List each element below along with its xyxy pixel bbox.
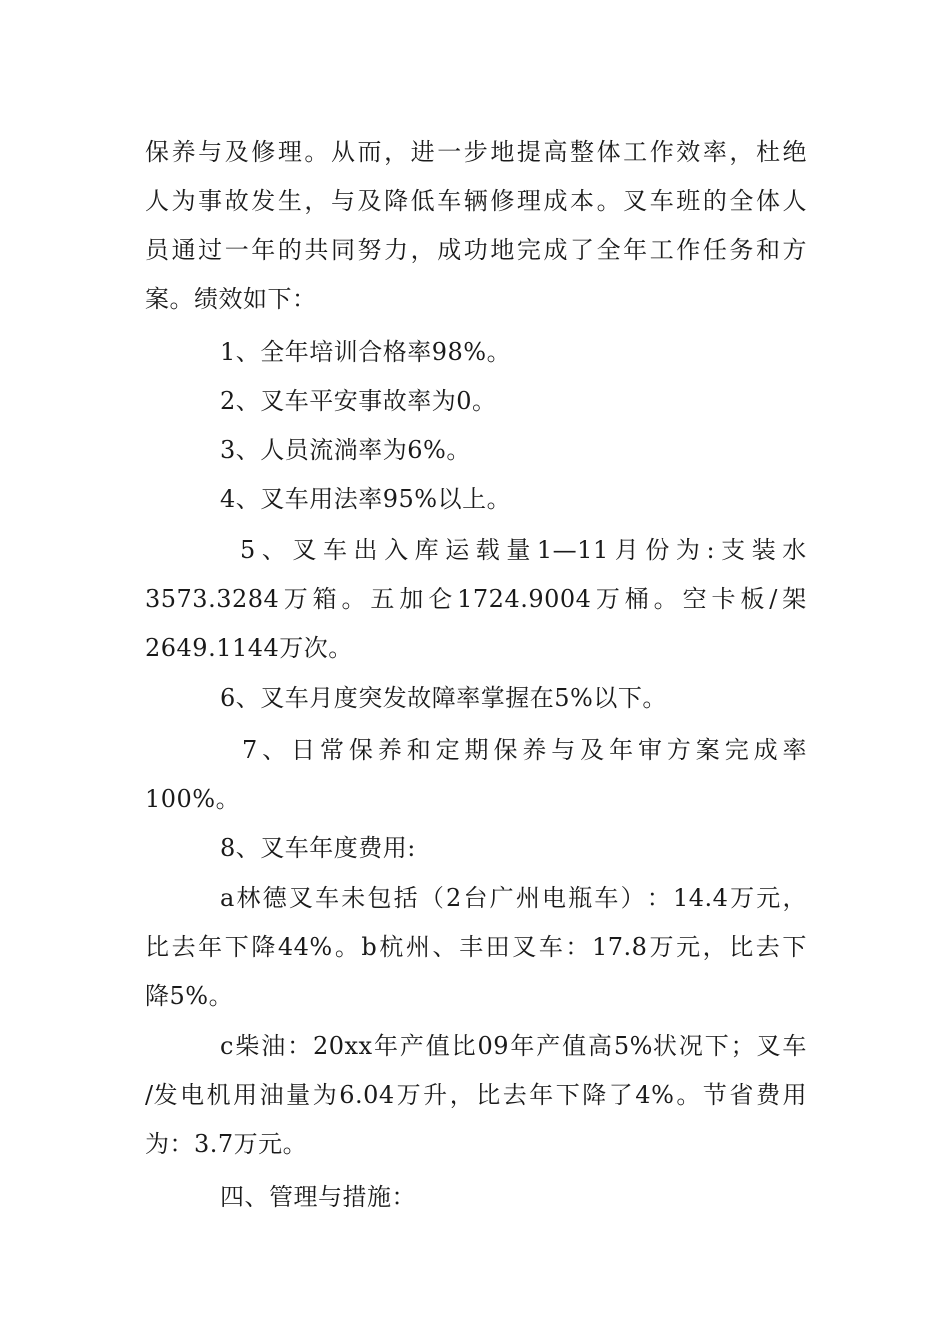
- text-token: /: [769, 585, 778, 613]
- text-token: 3573.3284: [145, 585, 280, 613]
- text-token: 下: [782, 933, 807, 961]
- text-token: 高: [543, 138, 568, 166]
- text-token: 人: [145, 187, 170, 215]
- text-token: 出: [353, 536, 379, 564]
- text-token: 共: [304, 236, 329, 264]
- text-token: 年: [529, 1081, 554, 1109]
- text-token: 杜: [755, 138, 781, 166]
- list-item-5-line2: [145, 582, 807, 616]
- text-token: 修: [251, 138, 276, 166]
- text-token: ，: [782, 884, 807, 912]
- item-8c-line2: [145, 1078, 807, 1112]
- text-token: 工: [623, 138, 648, 166]
- text-token: a: [220, 884, 235, 912]
- text-token: 况: [678, 1032, 704, 1060]
- text-token: 比: [476, 1081, 501, 1109]
- text-token: 州: [405, 933, 431, 961]
- text-token: 车: [782, 1032, 807, 1060]
- text-token: 杭: [379, 933, 404, 961]
- text-token: 量: [506, 536, 531, 564]
- text-token: （: [419, 884, 445, 912]
- text-token: 机: [206, 1081, 232, 1109]
- text-token: 整: [570, 138, 595, 166]
- text-token: 及: [580, 736, 605, 764]
- text-token: 省: [729, 1081, 754, 1109]
- text-token: 常: [320, 736, 345, 764]
- text-token: /发: [145, 1081, 179, 1109]
- text-token: 。: [653, 585, 679, 613]
- list-item-5-line1: [240, 533, 807, 567]
- list-item-3: 3、人员流淌率为6%。: [220, 436, 471, 464]
- text-token: 功: [463, 236, 489, 264]
- text-token: 成: [543, 236, 568, 264]
- text-token: 、: [262, 736, 287, 764]
- text-token: 油: [261, 1032, 286, 1060]
- text-token: 员: [145, 236, 170, 264]
- text-token: 44%: [277, 933, 333, 961]
- text-token: 全: [596, 236, 622, 264]
- text-token: 成: [753, 736, 779, 764]
- text-token: 电: [542, 884, 567, 912]
- text-token: 2: [446, 884, 462, 912]
- text-token: 及: [224, 138, 250, 166]
- text-token: 与: [551, 736, 576, 764]
- text-token: 叉: [512, 933, 537, 961]
- text-token: 未: [341, 884, 366, 912]
- text-token: 。: [596, 187, 622, 215]
- text-token: 养: [522, 736, 547, 764]
- text-token: 从: [330, 138, 356, 166]
- text-token: ，: [449, 1081, 475, 1109]
- text-token: 与: [198, 138, 223, 166]
- text-token: 理: [277, 138, 303, 166]
- text-token: 的: [702, 187, 728, 215]
- text-token: 去: [171, 933, 197, 961]
- text-token: 力: [384, 236, 409, 264]
- para1-line2: [145, 184, 807, 218]
- section-heading-4: 四、管理与措施：: [220, 1183, 416, 1211]
- text-token: 架: [782, 585, 807, 613]
- text-token: 降: [251, 933, 276, 961]
- list-item-2: 2、叉车平安事故率为0。: [220, 387, 497, 415]
- text-token: 装: [751, 536, 777, 564]
- list-item-7-line1: [242, 733, 807, 767]
- text-token: ：: [287, 1032, 312, 1060]
- text-token: 期: [464, 736, 490, 764]
- text-token: 和: [406, 736, 432, 764]
- text-token: 节: [702, 1081, 728, 1109]
- list-item-1: 1、全年培训合格率98%。: [220, 338, 512, 366]
- text-token: 叉: [756, 1032, 781, 1060]
- text-token: 与: [330, 187, 356, 215]
- text-token: 作: [649, 138, 675, 166]
- para1-line3: [145, 233, 807, 267]
- text-token: 用: [782, 1081, 807, 1109]
- text-token: 地: [490, 138, 515, 166]
- text-token: 保: [493, 736, 518, 764]
- text-token: 方: [782, 236, 807, 264]
- text-token: 下: [704, 1032, 730, 1060]
- text-token: 成: [543, 187, 568, 215]
- text-token: 德: [262, 884, 288, 912]
- para1-line4: 案。绩效如下：: [145, 285, 317, 313]
- text-token: 年: [623, 236, 648, 264]
- text-token: 保: [145, 138, 170, 166]
- text-token: 作: [676, 236, 701, 264]
- text-token: 完: [724, 736, 750, 764]
- text-token: 6.04: [339, 1081, 395, 1109]
- text-token: 。: [676, 1081, 701, 1109]
- text-token: ；: [730, 1032, 756, 1060]
- text-token: 田: [485, 933, 511, 961]
- text-token: 水: [782, 536, 807, 564]
- text-token: 高: [587, 1032, 613, 1060]
- text-token: 下: [224, 933, 250, 961]
- text-token: 定: [435, 736, 461, 764]
- text-token: 体: [596, 138, 622, 166]
- text-token: 班: [676, 187, 701, 215]
- text-token: ：: [565, 933, 590, 961]
- text-token: 养: [377, 736, 403, 764]
- text-token: 仑: [428, 585, 453, 613]
- text-token: 万: [283, 585, 309, 613]
- text-token: 工: [649, 236, 675, 264]
- text-token: 务: [729, 236, 754, 264]
- text-token: 升: [423, 1081, 448, 1109]
- text-token: 年: [251, 236, 276, 264]
- text-token: 一: [437, 138, 462, 166]
- text-token: 率: [782, 736, 807, 764]
- text-token: 去: [755, 933, 781, 961]
- text-token: 柴: [235, 1032, 260, 1060]
- text-token: 值: [562, 1032, 587, 1060]
- text-token: 车: [315, 884, 340, 912]
- text-token: 为: [312, 1081, 338, 1109]
- text-token: 。: [334, 933, 360, 961]
- text-token: 及: [357, 187, 382, 215]
- text-token: 产: [536, 1032, 561, 1060]
- text-token: 丰: [459, 933, 484, 961]
- text-token: 比: [729, 933, 754, 961]
- text-token: 瓶: [568, 884, 593, 912]
- text-token: 审: [637, 736, 663, 764]
- text-token: 5%状: [613, 1032, 678, 1060]
- text-token: 辆: [463, 187, 489, 215]
- text-token: 元: [676, 933, 701, 961]
- text-token: 括: [393, 884, 419, 912]
- text-token: 修: [490, 187, 515, 215]
- text-token: 车: [437, 187, 462, 215]
- text-token: 步: [463, 138, 489, 166]
- text-token: 值: [425, 1032, 451, 1060]
- text-token: 本: [570, 187, 595, 215]
- text-token: 广: [489, 884, 515, 912]
- text-token: 事: [198, 187, 223, 215]
- text-token: 完: [516, 236, 542, 264]
- text-token: 月: [614, 536, 640, 564]
- text-token: 比: [451, 1032, 477, 1060]
- text-token: 养: [171, 138, 197, 166]
- text-token: 案: [695, 736, 721, 764]
- list-item-4: 4、叉车用法率95%以上。: [220, 485, 512, 513]
- text-token: 库: [414, 536, 440, 564]
- text-token: 提: [516, 138, 542, 166]
- text-token: ，: [729, 138, 754, 166]
- text-token: 桶: [624, 585, 650, 613]
- text-token: 万: [649, 933, 674, 961]
- item-8a-line2: [145, 930, 807, 964]
- text-token: 用: [233, 1081, 258, 1109]
- text-token: 效: [676, 138, 701, 166]
- text-token: 费: [755, 1081, 781, 1109]
- text-token: 产: [399, 1032, 425, 1060]
- text-token: 一: [224, 236, 250, 264]
- item-8a-line1: [220, 881, 807, 915]
- text-token: 载: [475, 536, 501, 564]
- text-token: 运: [445, 536, 470, 564]
- text-token: 叉: [288, 884, 314, 912]
- text-token: 全: [729, 187, 754, 215]
- text-token: 努: [357, 236, 382, 264]
- text-token: 。: [341, 585, 367, 613]
- text-token: 车: [649, 187, 675, 215]
- text-token: 生: [277, 187, 303, 215]
- text-token: 人: [782, 187, 807, 215]
- item-8a-line3: 降5%。: [145, 982, 234, 1010]
- text-token: ，: [410, 236, 436, 264]
- text-token: 叉: [623, 187, 648, 215]
- text-token: 14.4: [672, 884, 729, 912]
- text-token: 任: [702, 236, 728, 264]
- text-token: 日: [291, 736, 316, 764]
- text-token: 4%: [635, 1081, 675, 1109]
- text-token: 故: [224, 187, 250, 215]
- text-token: 1724.9004: [457, 585, 592, 613]
- item-8c-line3: 为：3.7万元。: [145, 1130, 308, 1158]
- text-token: 地: [490, 236, 515, 264]
- text-token: 进: [410, 138, 436, 166]
- text-token: 理: [516, 187, 542, 215]
- text-token: :: [706, 536, 716, 564]
- text-token: 7: [242, 736, 258, 764]
- text-token: 台: [463, 884, 488, 912]
- list-item-5-line3: 2649.1144万次。: [145, 634, 353, 662]
- text-token: 为: [675, 536, 701, 564]
- text-token: 下: [555, 1081, 581, 1109]
- text-token: ，: [384, 138, 409, 166]
- list-item-8: 8、叉车年度费用:: [220, 834, 416, 862]
- text-token: 车: [594, 884, 619, 912]
- text-token: 降: [582, 1081, 607, 1109]
- text-token: 年: [198, 933, 223, 961]
- text-token: 20xx: [312, 1032, 373, 1060]
- text-token: 万: [730, 884, 755, 912]
- text-token: 万: [396, 1081, 422, 1109]
- text-token: 、: [261, 536, 287, 564]
- text-token: 了: [570, 236, 595, 264]
- text-token: 17.8: [591, 933, 648, 961]
- text-token: 过: [198, 236, 223, 264]
- text-token: 年: [609, 736, 634, 764]
- text-token: 率: [702, 138, 728, 166]
- text-token: 年: [373, 1032, 399, 1060]
- text-token: ）: [620, 884, 646, 912]
- text-token: 了: [608, 1081, 634, 1109]
- text-token: ，: [304, 187, 329, 215]
- para1-line1: [145, 135, 807, 169]
- text-token: ，: [702, 933, 728, 961]
- text-token: 加: [399, 585, 424, 613]
- text-token: 降: [384, 187, 409, 215]
- text-token: 州: [515, 884, 541, 912]
- text-token: 空: [682, 585, 708, 613]
- text-token: 发: [251, 187, 276, 215]
- text-token: 车: [538, 933, 564, 961]
- text-token: 成: [437, 236, 462, 264]
- text-token: 09: [477, 1032, 509, 1060]
- text-token: 为: [171, 187, 197, 215]
- text-token: 而: [357, 138, 382, 166]
- list-item-6: 6、叉车月度突发故障率掌握在5%以下。: [220, 684, 667, 712]
- text-token: 林: [236, 884, 261, 912]
- text-token: 体: [755, 187, 781, 215]
- text-token: 方: [666, 736, 692, 764]
- text-token: 年: [510, 1032, 535, 1060]
- text-token: 的: [277, 236, 303, 264]
- text-token: 份: [645, 536, 670, 564]
- text-token: 叉: [292, 536, 317, 564]
- text-token: b: [361, 933, 378, 961]
- text-token: 板: [740, 585, 765, 613]
- text-token: 箱: [312, 585, 338, 613]
- text-token: 1—11: [536, 536, 609, 564]
- text-token: 五: [370, 585, 395, 613]
- list-item-7-line2: 100%。: [145, 785, 241, 813]
- text-token: 卡: [711, 585, 736, 613]
- text-token: 低: [410, 187, 436, 215]
- text-token: 包: [367, 884, 392, 912]
- text-token: 和: [755, 236, 781, 264]
- text-token: ：: [646, 884, 672, 912]
- text-token: 油: [259, 1081, 285, 1109]
- text-token: 比: [145, 933, 170, 961]
- text-token: 5: [240, 536, 256, 564]
- text-token: 元: [756, 884, 781, 912]
- text-token: 绝: [782, 138, 807, 166]
- text-token: 支: [721, 536, 746, 564]
- text-token: 。: [304, 138, 329, 166]
- text-token: 保: [348, 736, 374, 764]
- text-token: 、: [432, 933, 457, 961]
- text-token: 量: [286, 1081, 311, 1109]
- text-token: 去: [502, 1081, 528, 1109]
- text-token: 车: [322, 536, 348, 564]
- text-token: 同: [330, 236, 356, 264]
- item-8c-line1: [220, 1029, 807, 1063]
- text-token: 电: [180, 1081, 205, 1109]
- text-token: c: [220, 1032, 234, 1060]
- text-token: 通: [171, 236, 197, 264]
- text-token: 入: [384, 536, 409, 564]
- text-token: 万: [595, 585, 621, 613]
